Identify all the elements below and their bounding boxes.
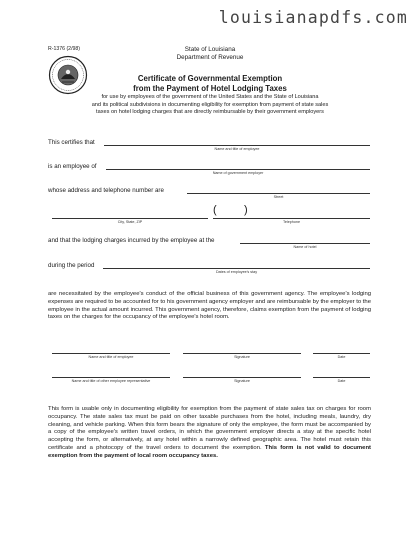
dates-of-stay-caption: Dates of employee's stay (215, 270, 258, 274)
government-employer-field[interactable] (106, 169, 370, 170)
state-header (0, 46, 420, 62)
representative-name-title-line[interactable] (52, 377, 170, 378)
hotel-name-field[interactable] (240, 243, 370, 244)
form-title (0, 74, 420, 93)
site-watermark: louisianapdfs.com (218, 8, 408, 27)
hotel-label: and that the lodging charges incurred by the employee at the (48, 237, 215, 244)
sig-row2-date-caption: Date (337, 379, 346, 383)
government-employer-caption: Name of government employer (212, 171, 264, 175)
street-field[interactable] (187, 193, 370, 194)
city-state-zip-caption: City, State, ZIP (117, 220, 143, 224)
sig-row2-signature-caption: Signature (234, 379, 250, 383)
phone-open-paren: ( (213, 204, 217, 216)
form-intro (0, 94, 420, 117)
footer-paragraph (48, 406, 371, 461)
certifies-label: This certifies that (48, 139, 95, 146)
employee-name-caption: Name and title of employee (214, 147, 260, 151)
sig-row1-signature-caption: Signature (234, 355, 250, 359)
employee-signature-line[interactable] (183, 353, 301, 354)
telephone-field[interactable] (213, 218, 370, 219)
dates-of-stay-field[interactable] (103, 268, 370, 269)
state-name: State of Louisiana (184, 46, 236, 53)
period-label: during the period (48, 262, 95, 269)
title-line-2: from the Payment of Hotel Lodging Taxes (133, 83, 287, 93)
representative-date-line[interactable] (313, 377, 370, 378)
hotel-name-caption: Name of hotel (293, 245, 317, 249)
footer-text: This form is usable only in documenting eligibility for exemption from the payment of state sales tax on charges for room occupancy. The state sales tax must be paid on other taxable purchases from the hotel, including meals, laundry, dry cleaning, and vehicle parking. When this form bears the signature of only the employee, the form must be accompanied by a copy of the employee's written travel orders, in which the government employer directs a stay at the specific hotel accepting the form, or alternatively, at any hotel within a narrowly defined geographic area. The hotel must retain this certificate and a photocopy of the travel orders to document the exemption. (48, 406, 371, 451)
intro-line-1: for use by employees of the government of the United States and the State of Louisiana (101, 94, 319, 100)
representative-signature-line[interactable] (183, 377, 301, 378)
telephone-caption: Telephone (282, 220, 301, 224)
employee-of-label: is an employee of (48, 163, 97, 170)
city-state-zip-field[interactable] (52, 218, 208, 219)
address-label: whose address and telephone number are (48, 187, 164, 194)
employee-name-title-line[interactable] (52, 353, 170, 354)
department-name: Department of Revenue (176, 54, 244, 62)
street-caption: Street (273, 195, 284, 199)
statement-paragraph: are necessitated by the employee's conduct of the official business of this government agency. The employee's lodging expenses are required to be accounted for to his government agency employer and are reimbursable by the employer to the employee in the actual amount incurred. This government agency, therefore, claims exemption from the payment of lodging taxes on the charges for the occupancy of the employee's hotel room. (48, 291, 371, 321)
form-number: R-1376 (2/98) (48, 46, 81, 52)
footer-bold-note: This form is not valid to document exemption from the payment of local room occupancy taxes. (48, 444, 372, 459)
title-line-1: Certificate of Governmental Exemption (137, 74, 283, 83)
sig-row2-name-caption: Name and title of other employee representative (71, 379, 151, 383)
intro-line-3: taxes on hotel lodging charges that are directly reimbursable by their government employers (96, 109, 324, 116)
employee-name-field[interactable] (104, 145, 370, 146)
intro-line-2: and its political subdivisions in documenting eligibility for exemption from payment of state sales (91, 101, 329, 108)
sig-row1-date-caption: Date (337, 355, 346, 359)
phone-close-paren: ) (244, 204, 248, 216)
sig-row1-name-caption: Name and title of employee (88, 355, 134, 359)
employee-date-line[interactable] (313, 353, 370, 354)
